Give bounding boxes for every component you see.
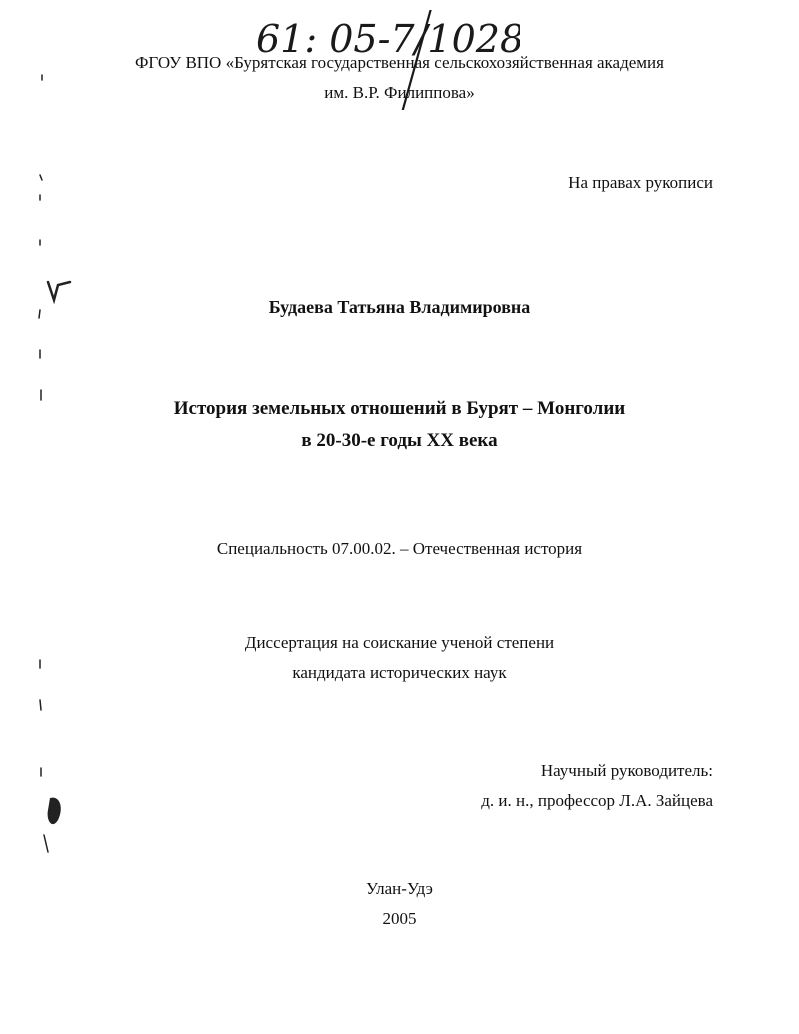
specialty: Специальность 07.00.02. – Отечественная история [216,539,583,558]
supervisor-label: Научный руководитель: [540,761,713,780]
dissertation-title-line-1: История земельных отношений в Бурят – Монголии [173,398,626,419]
dissertation-degree-line-1: Диссертация на соискание ученой степени [244,633,555,652]
supervisor-name: д. и. н., профессор Л.А. Зайцева [481,791,713,810]
scan-margin-marks [30,60,80,960]
year: 2005 [382,909,417,928]
dissertation-degree-line-2: кандидата исторических наук [292,663,507,682]
institution-line-1: ФГОУ ВПО «Бурятская государственная сельскохозяйственная академия [135,53,664,72]
dissertation-title-line-2: в 20-30-е годы XX века [301,430,498,451]
archive-number-text: 61: 05-7/1028 [256,17,520,61]
city: Улан-Удэ [366,879,433,898]
institution-line-2: им. В.Р. Филиппова» [324,83,475,102]
author-name: Будаева Татьяна Владимировна [268,297,531,317]
manuscript-rights-note: На правах рукописи [568,173,713,192]
